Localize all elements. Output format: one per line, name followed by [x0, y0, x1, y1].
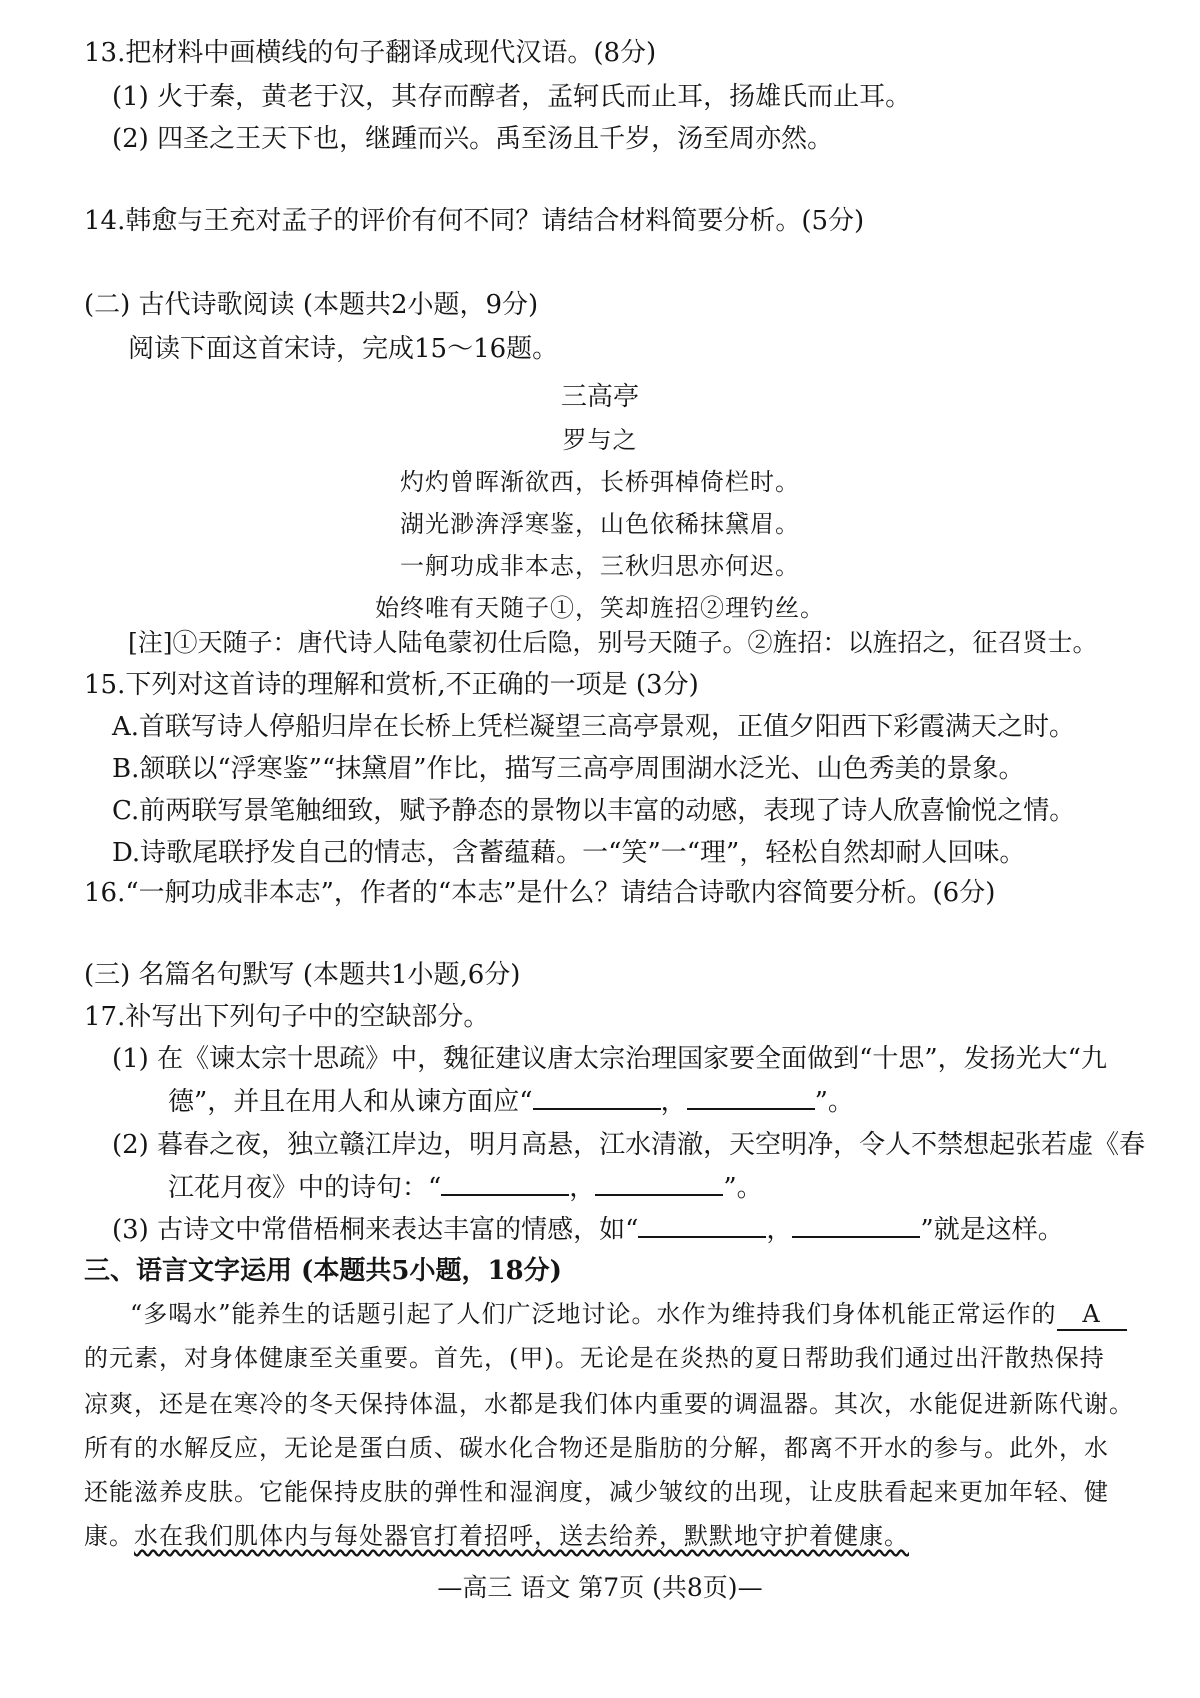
answer-blank[interactable]: [792, 1214, 920, 1238]
poem-line-1: 灼灼曾晖渐欲西，长桥弭棹倚栏时。: [400, 468, 800, 496]
q17-title: 17.补写出下列句子中的空缺部分。: [84, 1002, 490, 1032]
q17-part-2-suffix: ”。: [723, 1173, 763, 1203]
passage-line-6-text: 康。: [84, 1522, 134, 1550]
answer-blank[interactable]: [441, 1172, 569, 1196]
q17-part-3-prefix: (3) 古诗文中常借梧桐来表达丰富的情感，如“: [112, 1215, 639, 1245]
q17-part-1-line-1: (1) 在《谏太宗十思疏》中，魏征建议唐太宗治理国家要全面做到“十思”，发扬光大“九: [112, 1044, 1107, 1074]
answer-blank[interactable]: [687, 1086, 815, 1110]
poem-line-3: 一舸功成非本志，三秋归思亦何迟。: [400, 552, 800, 580]
section-2-intro: 阅读下面这首宋诗，完成15～16题。: [128, 334, 559, 364]
q13-title: 13.把材料中画横线的句子翻译成现代汉语。(8分): [84, 38, 657, 68]
q13-sentence-1: (1) 火于秦，黄老于汉，其存而醇者，孟轲氏而止耳，扬雄氏而止耳。: [112, 82, 912, 112]
q17-part-2-prefix: 江花月夜》中的诗句：“: [168, 1173, 442, 1203]
answer-slot-a[interactable]: A: [1057, 1300, 1127, 1331]
q17-part-2-line-2: [168, 1172, 763, 1204]
q17-part-1-separator: ，: [660, 1087, 687, 1117]
page-footer: —高三 语文 第7页 (共8页)—: [437, 1573, 763, 1602]
passage-line-3: 凉爽，还是在寒冷的冬天保持体温，水都是我们体内重要的调温器。其次，水能促进新陈代谢。: [84, 1390, 1134, 1418]
q17-part-2-separator: ，: [569, 1173, 596, 1203]
answer-blank[interactable]: [638, 1214, 766, 1238]
passage-line-1-text: “多喝水”能养生的话题引起了人们广泛地讨论。水作为维持我们身体机能正常运作的: [130, 1300, 1057, 1328]
section-2-heading: (二) 古代诗歌阅读 (本题共2小题，9分): [84, 290, 539, 320]
q17-part-3-separator: ，: [766, 1215, 793, 1245]
q15-option-b: B.颔联以“浮寒鉴”“抹黛眉”作比，描写三高亭周围湖水泛光、山色秀美的景象。: [112, 754, 1025, 784]
answer-blank[interactable]: [533, 1086, 661, 1110]
poem-title: 三高亭: [560, 382, 639, 412]
q15-title: 15.下列对这首诗的理解和赏析,不正确的一项是 (3分): [84, 670, 699, 700]
passage-line-4: 所有的水解反应，无论是蛋白质、碳水化合物还是脂肪的分解，都离不开水的参与。此外，水: [84, 1434, 1109, 1462]
q15-option-a: A.首联写诗人停船归岸在长桥上凭栏凝望三高亭景观，正值夕阳西下彩霞满天之时。: [112, 712, 1076, 742]
q17-part-3: [112, 1214, 1064, 1246]
q17-part-1-suffix: ”。: [814, 1087, 854, 1117]
poem-note: [注]①天随子：唐代诗人陆龟蒙初仕后隐，别号天随子。②旌招：以旌招之，征召贤士。: [128, 628, 1098, 657]
passage-line-6: [84, 1522, 909, 1551]
q15-option-c: C.前两联写景笔触细致，赋予静态的景物以丰富的动感，表现了诗人欣喜愉悦之情。: [112, 796, 1076, 826]
poem-line-4: 始终唯有天随子①，笑却旌招②理钓丝。: [375, 594, 825, 622]
q15-option-d: D.诗歌尾联抒发自己的情志，含蓄蕴藉。一“笑”一“理”，轻松自然却耐人回味。: [112, 838, 1026, 868]
passage-line-2: 的元素，对身体健康至关重要。首先，(甲)。无论是在炎热的夏日帮助我们通过出汗散热保持: [84, 1344, 1105, 1372]
q14-title: 14.韩愈与王充对孟子的评价有何不同？请结合材料简要分析。(5分): [84, 206, 865, 236]
passage-line-5: 还能滋养皮肤。它能保持皮肤的弹性和湿润度，减少皱纹的出现，让皮肤看起来更加年轻、健: [84, 1478, 1109, 1506]
passage-line-1: [130, 1300, 1127, 1331]
q16-title: 16.“一舸功成非本志”，作者的“本志”是什么？请结合诗歌内容简要分析。(6分): [84, 878, 996, 908]
answer-blank[interactable]: [595, 1172, 723, 1196]
poem-line-2: 湖光渺渀浮寒鉴，山色依稀抹黛眉。: [400, 510, 800, 538]
part-3-heading: 三、语言文字运用 (本题共5小题，18分): [84, 1256, 562, 1286]
q17-part-3-suffix: ”就是这样。: [920, 1215, 1064, 1245]
q13-sentence-2: (2) 四圣之王天下也，继踵而兴。禹至汤且千岁，汤至周亦然。: [112, 124, 834, 154]
q17-part-1-line-2: [168, 1086, 854, 1118]
section-3-heading: (三) 名篇名句默写 (本题共1小题,6分): [84, 960, 521, 990]
handwritten-underlined-sentence: 水在我们肌体内与每处器官打着招呼，送去给养，默默地守护着健康。: [134, 1522, 909, 1550]
q17-part-1-prefix: 德”，并且在用人和从谏方面应“: [168, 1087, 533, 1117]
poem-author: 罗与之: [562, 426, 638, 454]
q17-part-2-line-1: (2) 暮春之夜，独立赣江岸边，明月高悬，江水清澈，天空明净，令人不禁想起张若虚《春: [112, 1130, 1146, 1160]
